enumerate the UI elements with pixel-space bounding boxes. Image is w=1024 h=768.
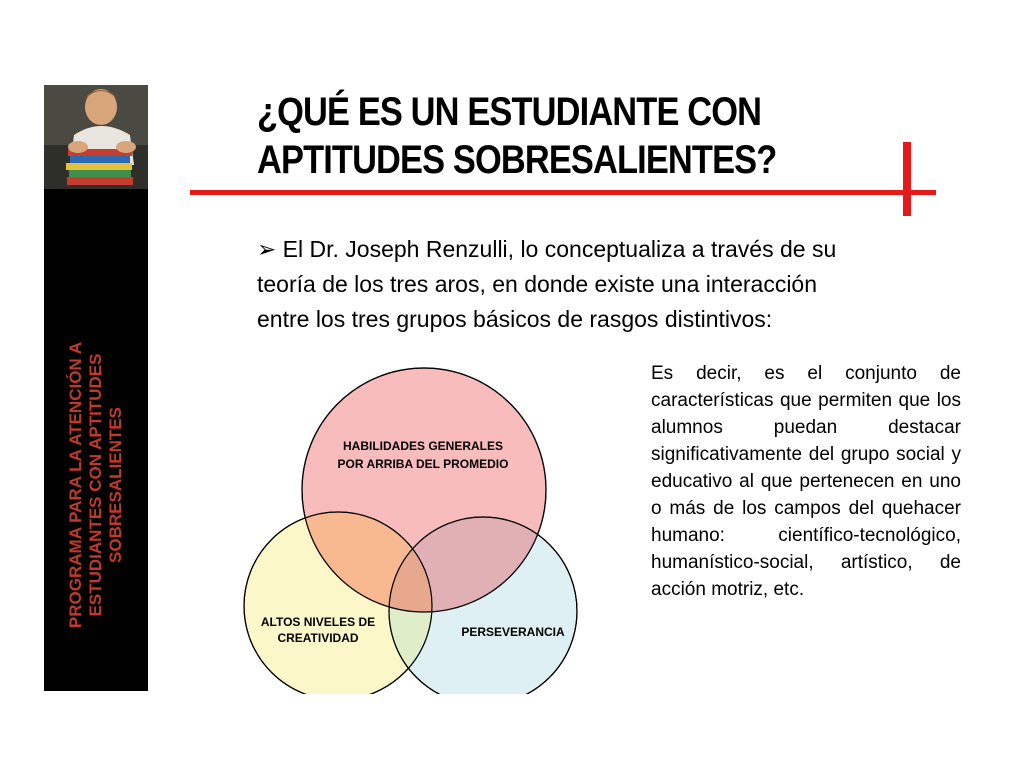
photo-illustration	[44, 85, 148, 189]
three-rings-venn-diagram	[240, 364, 585, 694]
title-line-2: APTITUDES SOBRESALIENTES?	[257, 138, 777, 182]
boy-with-books-photo	[44, 85, 148, 189]
intro-paragraph	[257, 232, 847, 337]
red-vertical-rule	[903, 142, 911, 216]
sidebar	[44, 85, 148, 691]
venn-label-right: PERSEVERANCIA	[461, 625, 565, 639]
red-horizontal-rule	[190, 190, 936, 195]
vertical-title-line: PROGRAMA PARA LA ATENCIÓN A	[66, 341, 85, 629]
arrow-bullet-icon: ➢	[257, 236, 277, 262]
vertical-title-line: ESTUDIANTES CON APTITUDES	[86, 353, 105, 617]
slide-title	[257, 88, 807, 184]
venn-label-left-2: CREATIVIDAD	[277, 631, 359, 645]
intro-text: El Dr. Joseph Renzulli, lo conceptualiza a través de su teoría de los tres aros, en donde existe una interacción entre los tres grupos básicos de rasgos distintivos:	[257, 236, 837, 332]
title-line-1: ¿QUÉ ES UN ESTUDIANTE CON	[257, 90, 762, 134]
definition-paragraph: Es decir, es el conjunto de características que permiten que los alumnos puedan destacar significativamente del grupo social y educativo al que pertenecen en uno o más de los campos del quehacer humano: científico-tecnológico, humanístico-social, artístico, de acción motriz, etc.	[651, 363, 961, 600]
vertical-title-line: SOBRESALIENTES	[106, 407, 125, 563]
venn-label-top-1: HABILIDADES GENERALES	[342, 439, 504, 453]
venn-label-left-1: ALTOS NIVELES DE	[260, 615, 376, 629]
venn-label-top-2: POR ARRIBA DEL PROMEDIO	[337, 457, 509, 471]
program-vertical-title	[66, 245, 126, 725]
